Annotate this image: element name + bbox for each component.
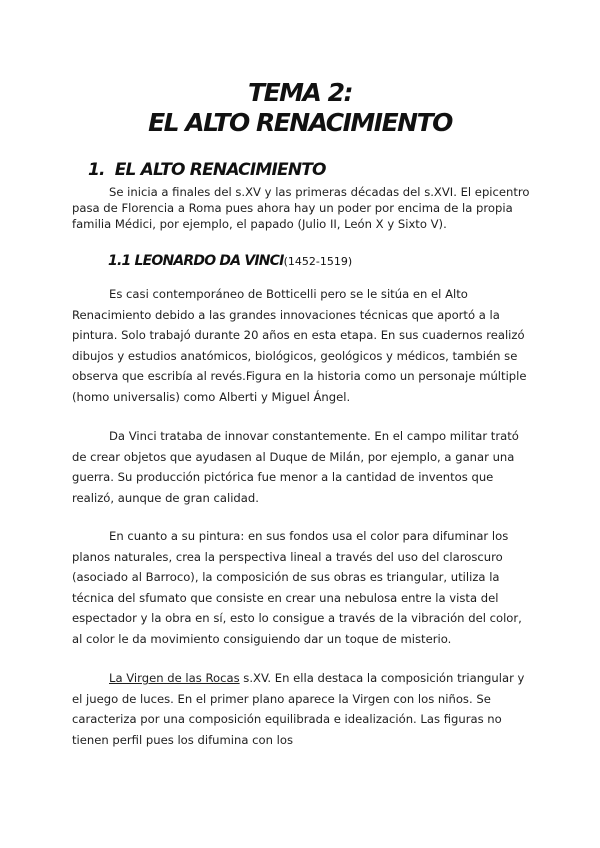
section-number: 1. bbox=[88, 160, 105, 180]
paragraph-1: Es casi contemporáneo de Botticelli pero se le sitúa en el Alto Renacimiento debido a las grandes innovaciones técnicas que aportó a la pintura. Solo trabajó durante 20 años en esta etapa. En sus cuadernos realizó dibujos y estudios anatómicos, biológicos, geológicos y médicos, también se observa que escribía al revés.Figura en la historia como un personaje múltiple (homo universalis) como Alberti y Miguel Ángel. bbox=[72, 287, 527, 404]
paragraph-3: En cuanto a su pintura: en sus fondos usa el color para difuminar los planos naturales, crea la perspectiva lineal a través del uso del claroscuro (asociado al Barroco), la composición de sus obras es triangular, utiliza la técnica del sfumato que consiste en crear una nebulosa entre la vista del espectador y la obra en sí, esto lo consigue a través de la vibración del color, al color le da movimiento consiguiendo dar un toque de misterio. bbox=[72, 529, 522, 646]
subsection-heading bbox=[108, 253, 352, 269]
subsection-years: (1452-1519) bbox=[283, 255, 353, 268]
page-title-line-2: EL ALTO RENACIMIENTO bbox=[148, 108, 452, 137]
paragraph-2: Da Vinci trataba de innovar constantemente. En el campo militar trató de crear objetos que ayudasen al Duque de Milán, por ejemplo, a ganar una guerra. Su producción pictórica fue menor a la cantidad de inventos que realizó, aunque de gran calidad. bbox=[72, 429, 519, 505]
subsection-title: 1.1 LEONARDO DA VINCI bbox=[108, 253, 284, 269]
section-title: EL ALTO RENACIMIENTO bbox=[114, 160, 326, 180]
artwork-title: La Virgen de las Rocas bbox=[109, 671, 240, 685]
section-intro-paragraph: Se inicia a finales del s.XV y las primeras décadas del s.XVI. El epicentro pasa de Florencia a Roma pues ahora hay un poder por encima de la propia familia Médici, por ejemplo, el papado (Julio II, León X y Sixto V). bbox=[72, 185, 530, 231]
paragraph-4 bbox=[72, 668, 532, 750]
section-heading bbox=[88, 160, 326, 180]
paragraph-4-text: s.XV. En ella destaca la composición triangular y el juego de luces. En el primer plano aparece la Virgen con los niños. Se caracteriza por una composición equilibrada e idealización. Las figuras no tienen perfil pues los difumina con los bbox=[72, 671, 525, 747]
page-title-line-1: TEMA 2: bbox=[248, 78, 352, 107]
